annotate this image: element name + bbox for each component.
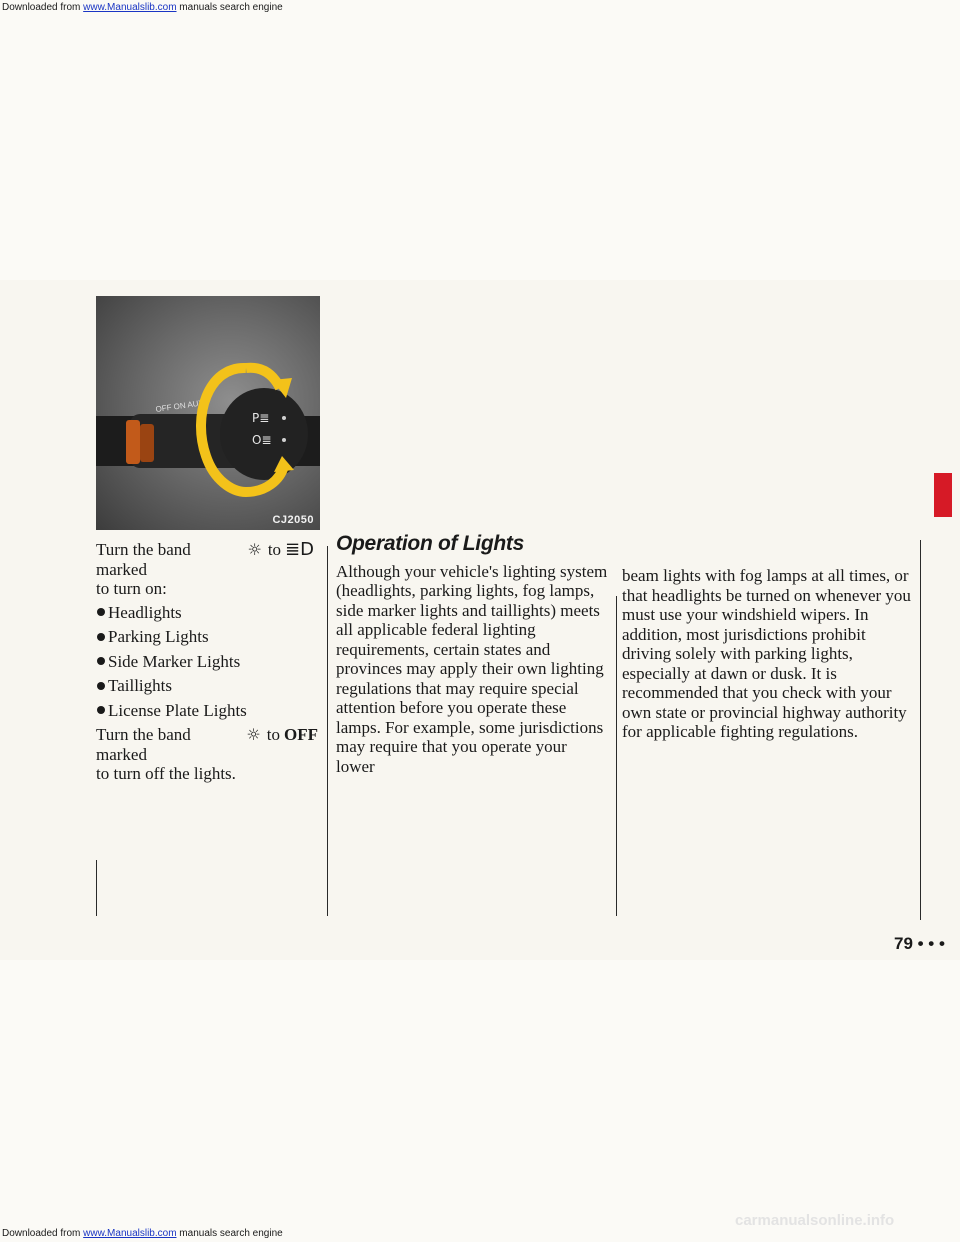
list-item: Parking Lights xyxy=(96,627,318,647)
list-item: Taillights xyxy=(96,676,318,696)
footer-watermark: carmanualsonline.info xyxy=(735,1212,895,1229)
photo-code: CJ2050 xyxy=(272,514,314,526)
off-label: OFF xyxy=(284,725,318,744)
svg-text:P≣: P≣ xyxy=(252,411,270,425)
download-footer: Downloaded from www.Manualslib.com manuals search engine xyxy=(2,1228,283,1239)
column-divider xyxy=(327,546,328,916)
svg-text:O≣: O≣ xyxy=(252,433,272,447)
bullet-icon xyxy=(97,706,105,714)
turn-off-instruction: Turn the band marked ☼ to OFF xyxy=(96,725,318,764)
headlamp-switch-photo xyxy=(96,296,320,530)
section-tab-marker xyxy=(934,473,952,517)
bullet-icon xyxy=(97,682,105,690)
column-switch-instructions xyxy=(96,540,318,784)
column-divider xyxy=(920,540,921,920)
turn-on-instruction-end: to turn on: xyxy=(96,579,167,598)
list-item: Headlights xyxy=(96,603,318,623)
lights-list xyxy=(96,603,318,721)
body-text: Although your vehicle's lighting system (headlights, parking lights, fog lamps, side marker lights and taillights) meets all applicable federal lighting requirements, certain states and provinces may apply their own lighting regulations that may require special attention before you operate these lamps. For example, some jurisdictions may require that you operate your lower xyxy=(336,561,608,776)
sun-icon: ☼ xyxy=(246,725,261,744)
headlamp-stalk-illustration xyxy=(96,296,320,530)
section-heading: Operation of Lights xyxy=(336,532,524,555)
headlight-icon: ≣D xyxy=(285,539,314,560)
stalk-label: OFF ON AUX xyxy=(155,398,205,414)
bullet-icon xyxy=(97,608,105,616)
sun-icon: ☼ xyxy=(247,540,262,559)
bullet-icon xyxy=(97,657,105,665)
manualslib-link[interactable]: www.Manualslib.com xyxy=(83,2,177,13)
list-item: License Plate Lights xyxy=(96,701,318,721)
body-text-continued: beam lights with fog lamps at all times, or that headlights be turned on whenever you must use your windshield wipers. In addition, most jurisdictions prohibit driving solely with parking lights, especially at dawn or dusk. It is recommended that you check with your own state or provincial highway authority for applicable fighting regulations. xyxy=(622,566,911,741)
page-number: 79 • • • xyxy=(894,934,945,953)
column-divider xyxy=(616,596,617,916)
bullet-icon xyxy=(97,633,105,641)
manualslib-link[interactable]: www.Manualslib.com xyxy=(83,1228,177,1239)
column-continued xyxy=(622,566,912,742)
column-operation-of-lights xyxy=(336,534,608,776)
column-divider xyxy=(96,860,97,916)
turn-on-instruction: Turn the band marked ☼ to ≣D xyxy=(96,539,314,579)
list-item: Side Marker Lights xyxy=(96,652,318,672)
download-header: Downloaded from www.Manualslib.com manuals search engine xyxy=(2,2,283,13)
turn-off-instruction-end: to turn off the lights. xyxy=(96,764,236,783)
